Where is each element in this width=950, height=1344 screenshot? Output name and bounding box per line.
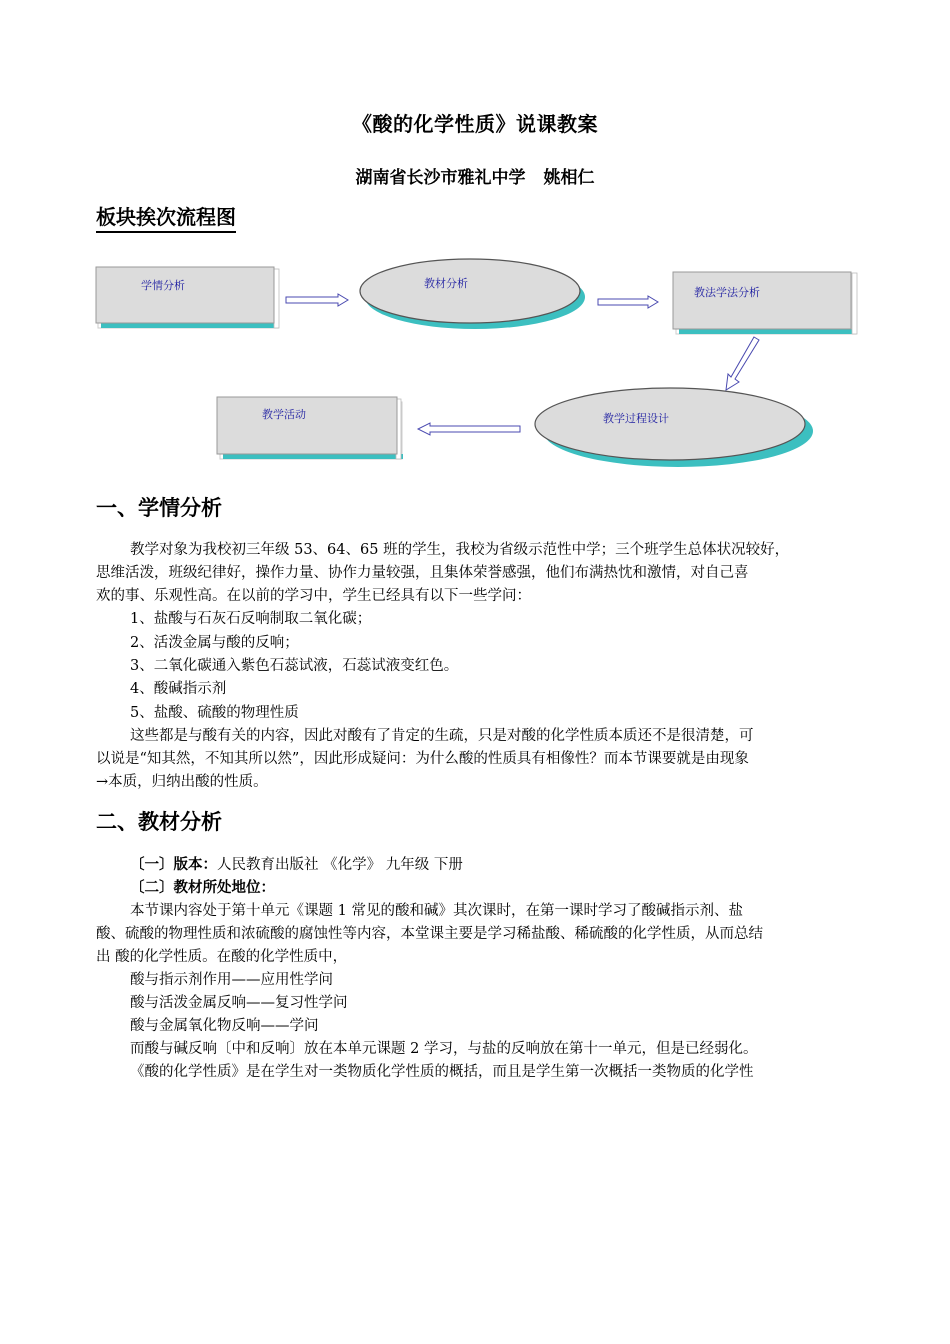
author-line	[0, 163, 950, 188]
section2-heading: 二、教材分析	[96, 810, 222, 834]
section1-conclusion-line-3: →本质，归纳出酸的性质。	[96, 774, 268, 790]
version-value: 人民教育出版社 《化学》 九年级 下册	[217, 857, 463, 873]
section2-list-line-3: 酸与金属氧化物反响——学问	[130, 1018, 319, 1034]
flow-heading: 板块挨次流程图	[96, 204, 236, 233]
section2-tail-line-2: 《酸的化学性质》是在学生对一类物质化学性质的概括，而且是学生第一次概括一类物质的化学性	[130, 1064, 754, 1080]
section2-body-line-1: 本节课内容处于第十单元《课题 1 常见的酸和碱》其次课时，在第一课时学习了酸碱指示剂、盐	[130, 903, 743, 919]
flow-arrow-3	[726, 337, 759, 390]
section1-item-3: 3、二氧化碳通入紫色石蕊试液，石蕊试液变红色。	[130, 658, 459, 674]
flow-label-5: 教学活动	[262, 408, 306, 421]
section1-intro-line-3: 欢的事、乐观性高。在以前的学习中，学生已经具有以下一些学问：	[96, 588, 531, 604]
section2-tail-line-1: 而酸与碱反响〔中和反响〕放在本单元课题 2 学习，与盐的反响放在第十一单元，但是已经弱化。	[130, 1041, 758, 1057]
section1-item-4: 4、酸碱指示剂	[130, 681, 227, 697]
section1-intro-line-2: 思维活泼，班级纪律好，操作力量、协作力量较强，且集体荣誉感强，他们布满热忱和激情，对自己喜	[96, 565, 749, 581]
flow-node-process-design	[535, 388, 813, 467]
flow-node-method-analysis	[673, 272, 857, 334]
flow-label-2: 教材分析	[424, 277, 468, 290]
flow-arrow-4	[418, 423, 520, 435]
section1-item-2: 2、活泼金属与酸的反响；	[130, 635, 299, 651]
flow-arrow-1	[286, 294, 348, 306]
position-label: 〔二〕教材所处地位：	[130, 880, 275, 896]
section2-list-line-1: 酸与指示剂作用——应用性学问	[130, 972, 333, 988]
section2-list-line-2: 酸与活泼金属反响——复习性学问	[130, 995, 348, 1011]
flow-diagram	[90, 255, 870, 470]
section1-conclusion-line-1: 这些都是与酸有关的内容，因此对酸有了肯定的生疏，只是对酸的化学性质本质还不是很清楚，可	[130, 728, 754, 744]
section1-intro-line-1: 教学对象为我校初三年级 53、64、65 班的学生，我校为省级示范性中学；三个班学生总体状况较好，	[130, 542, 790, 558]
section2-version	[96, 854, 890, 877]
version-label: 〔一〕版本：	[130, 857, 217, 873]
flow-node-teaching-activity	[217, 397, 403, 459]
page-title: 《酸的化学性质》说课教案	[352, 112, 598, 136]
section1-conclusion-line-2: 以说是“知其然，不知其所以然”，因此形成疑问：为什么酸的性质具有相像性？而本节课要就是由现象	[96, 751, 749, 767]
flow-arrow-2	[598, 296, 658, 308]
author-school: 湖南省长沙市雅礼中学	[355, 168, 526, 188]
section1-item-1: 1、盐酸与石灰石反响制取二氧化碳；	[130, 611, 372, 627]
flow-label-3: 教法学法分析	[694, 286, 760, 299]
section2-position	[96, 877, 890, 900]
flow-node-textbook-analysis	[360, 259, 585, 329]
flow-label-4: 教学过程设计	[603, 412, 669, 425]
section2-body-line-3: 出 酸的化学性质。在酸的化学性质中，	[96, 949, 348, 965]
author-name: 姚相仁	[543, 168, 595, 188]
section1-item-5: 5、盐酸、硫酸的物理性质	[130, 705, 299, 721]
flow-label-1: 学情分析	[141, 279, 185, 292]
section2-body-line-2: 酸、硫酸的物理性质和浓硫酸的腐蚀性等内容，本堂课主要是学习稀盐酸、稀硫酸的化学性质，从而总结	[96, 926, 763, 942]
flow-node-student-analysis	[96, 267, 279, 328]
section1-heading: 一、学情分析	[96, 496, 222, 520]
